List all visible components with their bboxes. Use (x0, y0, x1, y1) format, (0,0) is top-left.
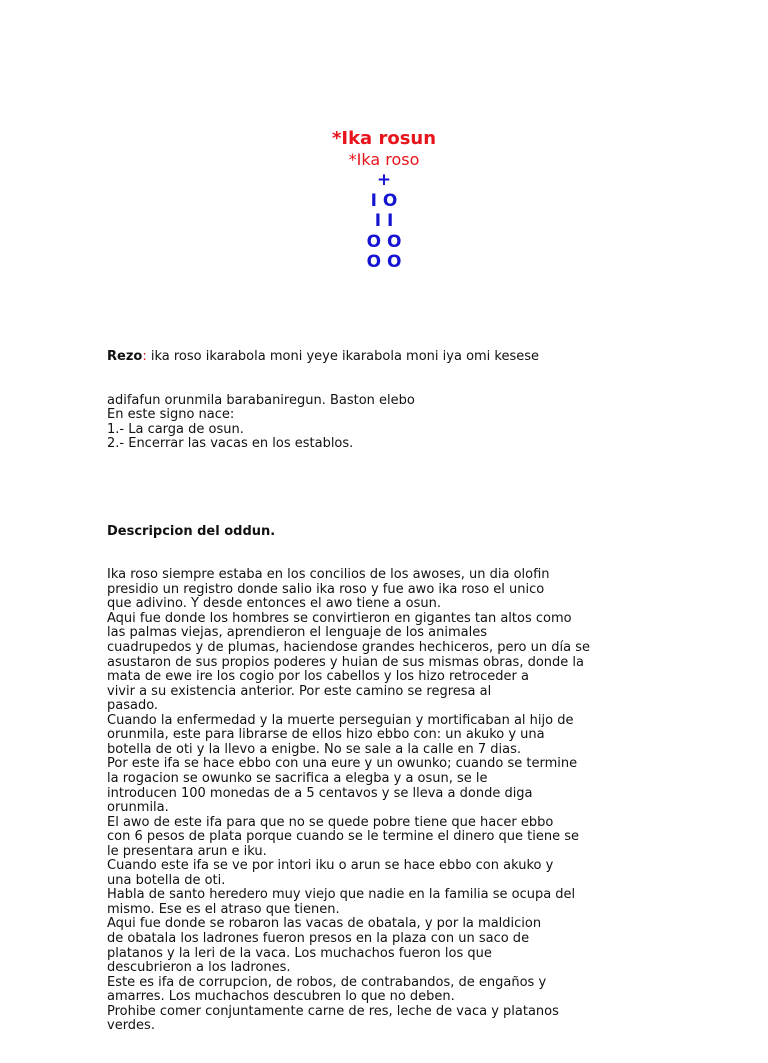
odu-sign-row-1: I O (370, 190, 398, 211)
descripcion-text-line: con 6 pesos de plata porque cuando se le termine el dinero que tiene se (107, 829, 579, 845)
descripcion-text-line: orunmila, este para librarse de ellos hizo ebbo con: un akuko y una (107, 727, 545, 743)
descripcion-text-line: Prohibe comer conjuntamente carne de res, leche de vaca y platanos (107, 1003, 559, 1019)
rezo-colon: : (142, 349, 147, 365)
descripcion-text-line: botella de oti y la llevo a enigbe. No se sale a la calle en 7 dias. (107, 741, 522, 757)
odu-subtitle: *Ika roso (348, 150, 420, 169)
descripcion-text-line: verdes. (107, 1018, 155, 1034)
descripcion-text-line: Ika roso siempre estaba en los concilios de los awoses, un dia olofin (107, 567, 550, 583)
descripcion-text-line: cuadrupedos y de plumas, haciendose grandes hechiceros, pero un día se (107, 640, 590, 656)
document-body (107, 321, 590, 1063)
descripcion-text-line: pasado. (107, 698, 159, 714)
odu-sign-row-4: O O (366, 252, 402, 272)
rezo-text-line: 2.- Encerrar las vacas en los establos. (107, 436, 354, 452)
descripcion-text-line: mata de ewe ire los cogio por los cabellos y los hizo retroceder a (107, 669, 529, 685)
odu-title: *Ika rosun (331, 128, 437, 149)
rezo-label: Rezo (107, 349, 143, 365)
rezo-text-line: 1.- La carga de osun. (107, 421, 244, 437)
descripcion-text-line: vivir a su existencia anterior. Por este camino se regresa al (107, 683, 492, 699)
descripcion-text-line: El awo de este ifa para que no se quede pobre tiene que hacer ebbo (107, 814, 554, 830)
descripcion-text-line: Aqui fue donde se robaron las vacas de obatala, y por la maldicion (107, 916, 542, 932)
descripcion-heading: Descripcion del oddun. (107, 523, 276, 539)
descripcion-text-line: amarres. Los muchachos descubren lo que no deben. (107, 989, 455, 1005)
descripcion-text-line: mismo. Ese es el atraso que tienen. (107, 901, 340, 917)
descripcion-text-line: le presentara arun e iku. (107, 843, 267, 859)
rezo-text-line: adifafun orunmila barabaniregun. Baston elebo (107, 392, 415, 408)
descripcion-text-line: Por este ifa se hace ebbo con una eure y un owunko; cuando se termine (107, 756, 578, 772)
odu-header (0, 128, 768, 273)
descripcion-text-line: que adivino. Y desde entonces el awo tiene a osun. (107, 596, 441, 612)
descripcion-text-line: Cuando este ifa se ve por intori iku o arun se hace ebbo con akuko y (107, 858, 554, 874)
descripcion-text-line: Cuando la enfermedad y la muerte perseguian y mortificaban al hijo de (107, 712, 574, 728)
descripcion-text-line: de obatala los ladrones fueron presos en la plaza con un saco de (107, 930, 530, 946)
rezo-line (107, 350, 587, 365)
descripcion-text-line: Habla de santo heredero muy viejo que nadie en la familia se ocupa del (107, 887, 576, 903)
paragraph-spacer (107, 481, 587, 496)
descripcion-text-line: la rogacion se owunko se sacrifica a elegba y a osun, se le (107, 770, 488, 786)
rezo-text: ika roso ikarabola moni yeye ikarabola moni iya omi kesese (146, 349, 540, 365)
descripcion-text-line: Aqui fue donde los hombres se convirtieron en gigantes tan altos como (107, 610, 572, 626)
descripcion-lines (107, 567, 590, 1034)
descripcion-text-line: las palmas viejas, aprendieron el lenguaje de los animales (107, 625, 488, 641)
descripcion-text-line: asustaron de sus propios poderes y huian de sus mismas obras, donde la (107, 654, 585, 670)
odu-sign-row-3: O O (366, 231, 402, 252)
descripcion-text-line: platanos y la leri de la vaca. Los muchachos fueron los que (107, 945, 492, 961)
descripcion-text-line: una botella de oti. (107, 872, 226, 888)
odu-sign-plus: + (376, 170, 392, 190)
descripcion-text-line: descubrieron a los ladrones. (107, 960, 291, 976)
descripcion-text-line: orunmila. (107, 800, 169, 816)
descripcion-text-line: presidio un registro donde salio ika roso y fue awo ika roso el unico (107, 581, 545, 597)
odu-sign-row-2: I I (374, 211, 394, 231)
descripcion-text-line: Este es ifa de corrupcion, de robos, de contrabandos, de engaños y (107, 974, 547, 990)
descripcion-text-line: introducen 100 monedas de a 5 centavos y se lleva a donde diga (107, 785, 533, 801)
rezo-lines (107, 394, 587, 452)
rezo-text-line: En este signo nace: (107, 407, 235, 423)
